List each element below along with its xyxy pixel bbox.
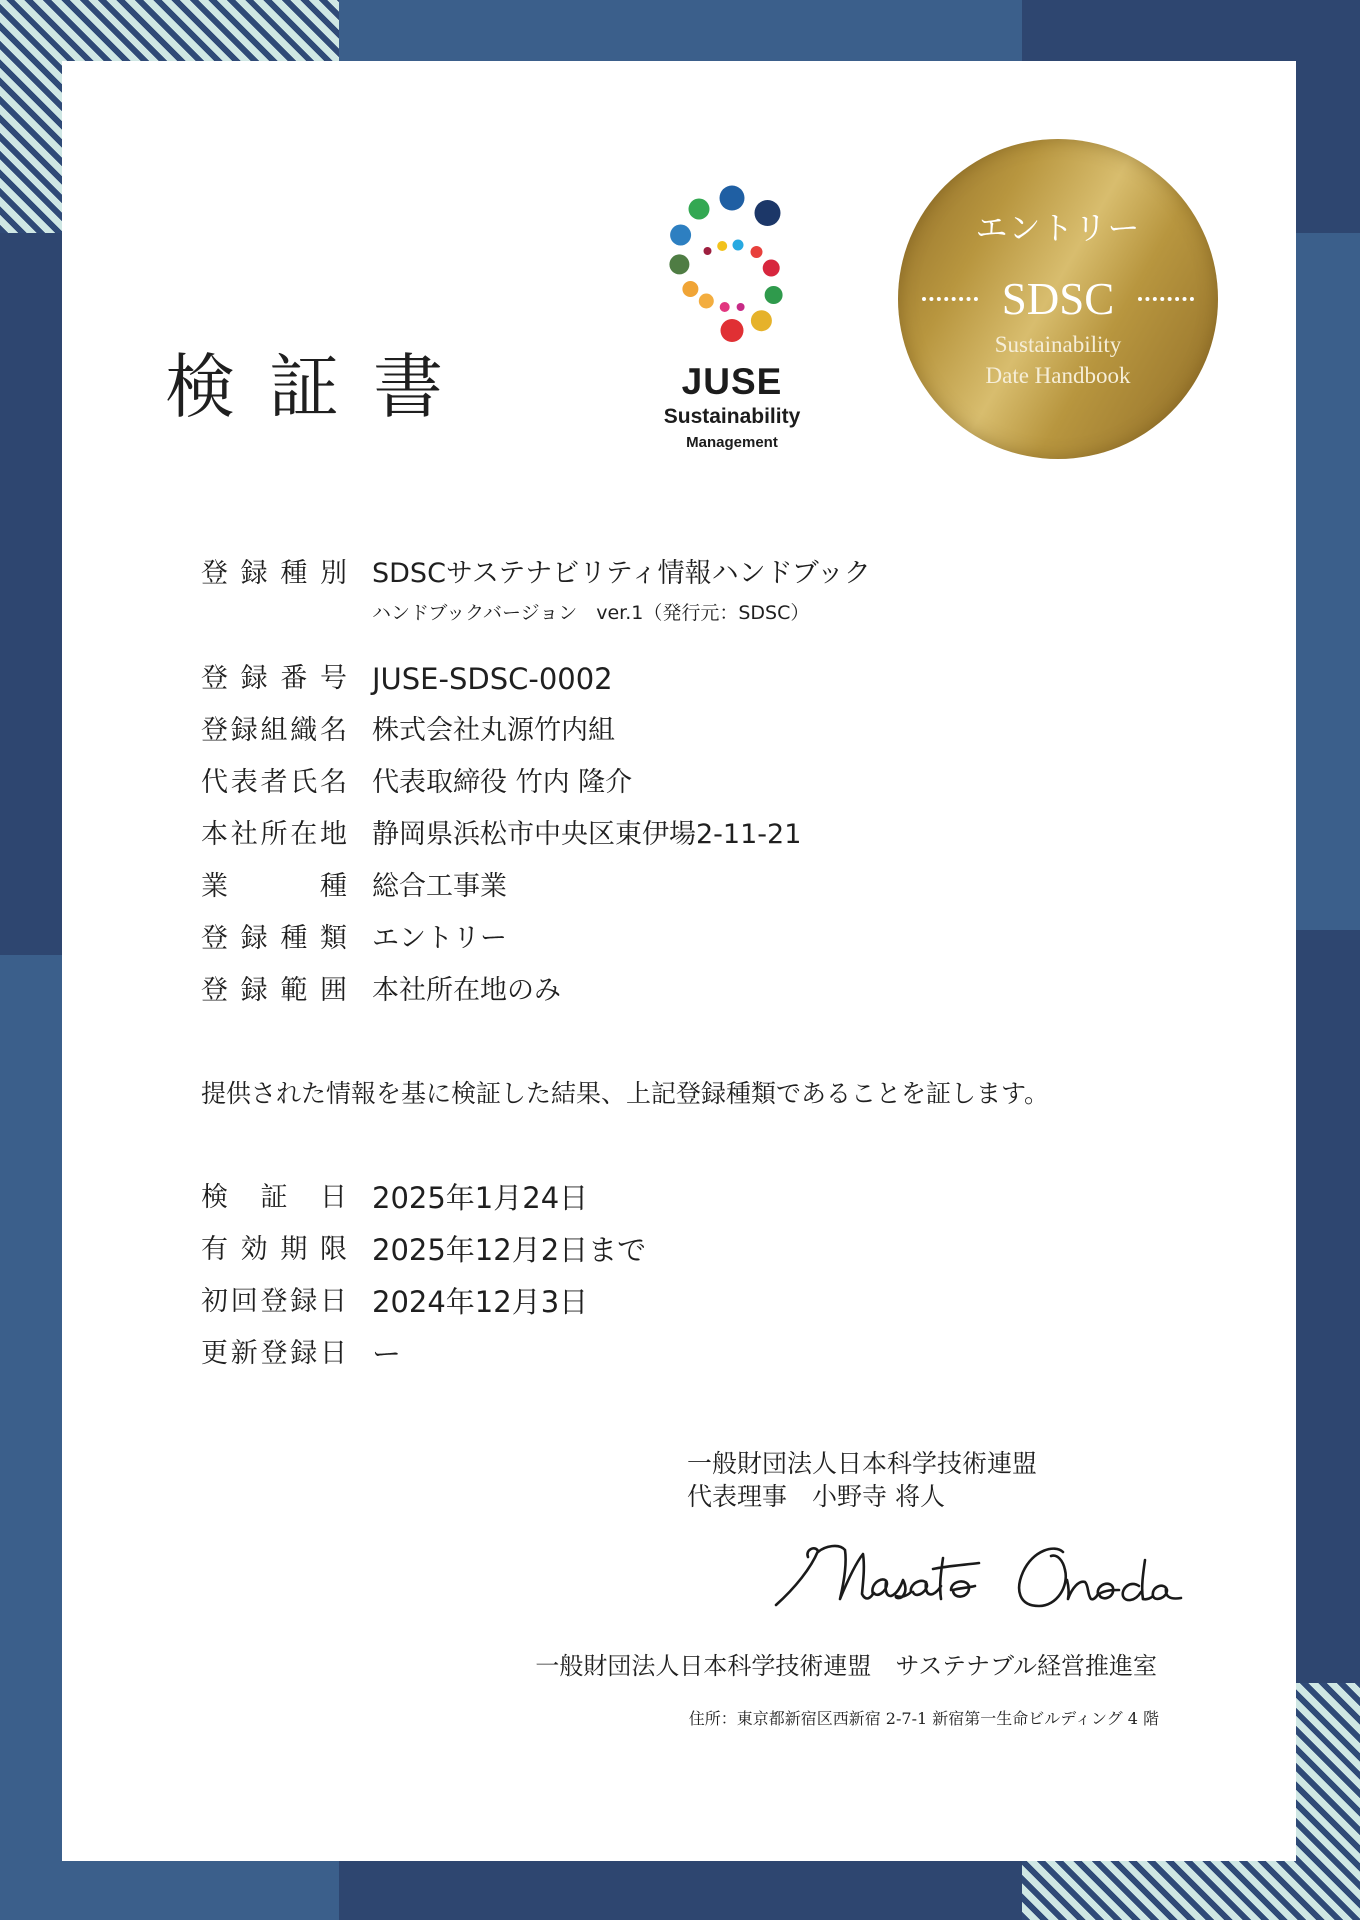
signature-stroke <box>1019 1549 1066 1606</box>
logo-tagline-2: Management <box>686 434 778 451</box>
seal-line-2: Date Handbook <box>985 363 1131 388</box>
industry-row <box>201 861 871 913</box>
signature-stroke <box>1098 1584 1119 1599</box>
handwritten-signature <box>765 1530 1195 1620</box>
registration-details <box>201 548 871 1017</box>
field-label: 更新登録日 <box>201 1338 347 1369</box>
date-details <box>201 1172 646 1380</box>
field-value: 本社所在地のみ <box>372 975 561 1006</box>
initial-registration-row <box>201 1276 646 1328</box>
frame-band-bottom-left <box>0 1861 339 1920</box>
logo-dot <box>763 260 780 277</box>
gold-seal <box>898 139 1218 459</box>
seal-dots-right <box>1138 297 1194 301</box>
seal-brand: SDSC <box>1001 274 1115 324</box>
handbook-version-note: ハンドブックバージョン ver.1（発行元：SDSC） <box>372 602 810 624</box>
registration-type-row <box>201 548 871 600</box>
field-label: 登 録 範 囲 <box>201 975 347 1006</box>
field-label: 業 種 <box>201 871 347 902</box>
signature-stroke <box>1143 1586 1181 1600</box>
frame-band-top <box>339 0 1022 61</box>
signature-stroke <box>872 1579 941 1598</box>
document-title: 検 証 書 <box>165 346 443 428</box>
field-value: ー <box>372 1337 402 1371</box>
field-value: 2024年12月3日 <box>372 1285 589 1319</box>
field-value: 総合工事業 <box>372 871 507 902</box>
signature-stroke <box>1123 1560 1145 1600</box>
logo-dot <box>721 319 744 342</box>
organization-name-row <box>201 705 871 757</box>
logo-dot <box>670 225 691 246</box>
field-label: 登 録 番 号 <box>201 663 347 694</box>
logo-tagline-1: Sustainability <box>663 405 801 428</box>
registration-scope-row <box>201 965 871 1017</box>
frame-band-right <box>1296 233 1360 930</box>
seal-line-1: Sustainability <box>994 332 1122 357</box>
field-label: 登 録 種 別 <box>201 558 347 589</box>
logo-dot <box>717 241 727 251</box>
juse-logo-mark <box>650 180 790 350</box>
signature-stroke <box>951 1581 975 1596</box>
expiry-date-row <box>201 1224 646 1276</box>
field-value: 代表取締役 竹内 隆介 <box>372 767 633 798</box>
certification-statement: 提供された情報を基に検証した結果、上記登録種類であることを証します。 <box>201 1079 1050 1108</box>
field-label: 登録組織名 <box>201 715 347 746</box>
renewal-registration-row <box>201 1328 646 1380</box>
logo-dot <box>720 302 730 312</box>
registration-number-row <box>201 653 871 705</box>
logo-dot <box>699 294 714 309</box>
registration-category-row <box>201 913 871 965</box>
field-label: 検 証 日 <box>201 1182 347 1213</box>
signature-stroke <box>776 1548 818 1605</box>
signatory-block <box>687 1447 1037 1513</box>
field-value: 株式会社丸源竹内組 <box>372 715 615 746</box>
logo-dot <box>682 281 698 297</box>
field-value: SDSCサステナビリティ情報ハンドブック <box>372 558 871 589</box>
logo-dot <box>765 286 783 304</box>
field-value: エントリー <box>372 923 507 954</box>
seal-grade: エントリー <box>975 209 1141 247</box>
signature-stroke <box>818 1546 873 1599</box>
logo-dot <box>755 200 781 226</box>
field-label: 登 録 種 類 <box>201 923 347 954</box>
signature-stroke <box>1067 1580 1098 1599</box>
logo-dot <box>733 240 744 251</box>
field-label: 有 効 期 限 <box>201 1234 347 1265</box>
logo-dot <box>669 254 689 274</box>
logo-dot <box>751 246 763 258</box>
signatory-title-name: 代表理事 小野寺 将人 <box>687 1482 945 1511</box>
head-office-address-row <box>201 809 871 861</box>
signatory-organization: 一般財団法人日本科学技術連盟 <box>687 1449 1038 1478</box>
logo-dot <box>737 303 745 311</box>
issuing-office: 一般財団法人日本科学技術連盟 サステナブル経営推進室 <box>535 1652 1157 1680</box>
verification-date-row <box>201 1172 646 1224</box>
logo-dot <box>751 310 772 331</box>
logo-dot <box>689 199 710 220</box>
field-label: 本社所在地 <box>201 819 347 850</box>
field-value: 2025年1月24日 <box>372 1181 589 1215</box>
field-label: 初回登録日 <box>201 1286 347 1317</box>
signature-stroke <box>933 1558 979 1599</box>
field-label: 代表者氏名 <box>201 767 347 798</box>
logo-dot <box>704 247 712 255</box>
logo-wordmark: JUSE <box>681 361 783 402</box>
field-value: 静岡県浜松市中央区東伊場2-11-21 <box>372 819 802 850</box>
frame-band-left <box>0 955 62 1920</box>
representative-row <box>201 757 871 809</box>
field-value: 2025年12月2日まで <box>372 1233 647 1267</box>
field-value: JUSE-SDSC-0002 <box>372 662 613 696</box>
office-address: 住所：東京都新宿区西新宿 2-7-1 新宿第一生命ビルディング 4 階 <box>688 1709 1159 1728</box>
logo-dot <box>720 186 745 211</box>
